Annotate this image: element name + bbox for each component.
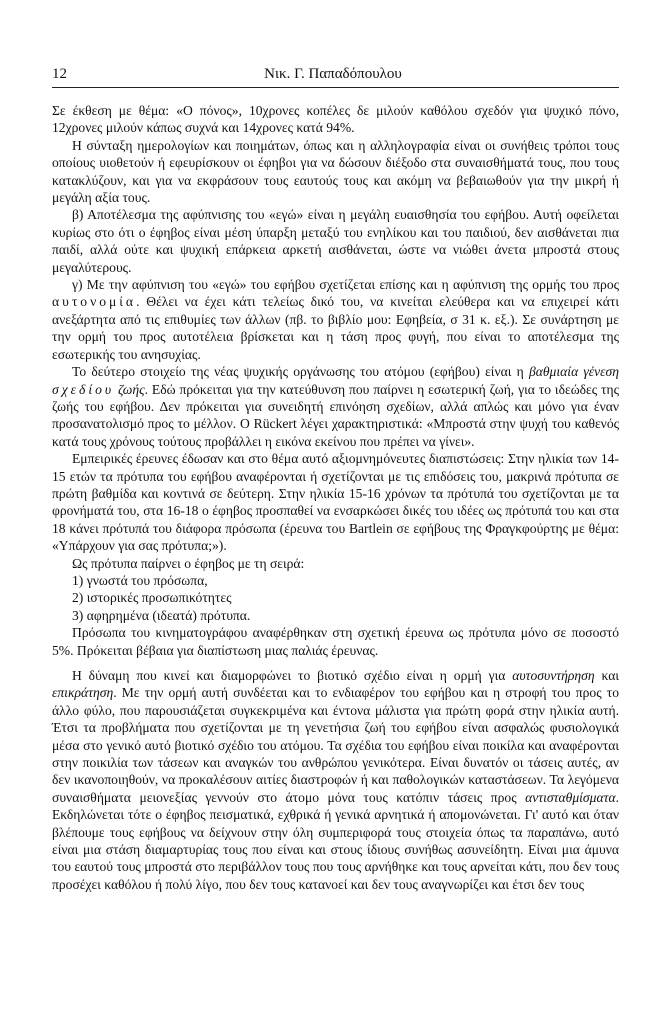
- page-body: [52, 102, 619, 893]
- paragraph-4-text-b: . Θέλει να έχει κάτι τελείως δικό του, να κινείται ελεύθερα και να επιχειρεί κάτι ανεξάρτητα από τις επιθυμίες των άλλων (πβ. το βιβλίο μου: Εφηβεία, σ 31 κ. εξ.). Σε συνάρτηση με την ορμή του προς αυτοτέλεια βρίσκεται και η τάση προς φυγή, που είναι το αποτέλεσμα της εσωτερικής του ανησυχίας.: [52, 294, 619, 362]
- paragraph-7: Ως πρότυπα παίρνει ο έφηβος με τη σειρά:: [72, 555, 305, 571]
- paragraph-5-text-a: Το δεύτερο στοιχείο της νέας ψυχικής οργάνωσης του ατόμου (εφήβου) είναι η: [72, 364, 529, 380]
- page-number: 12: [52, 66, 67, 82]
- paragraph-9-italic-3: αντισταθμίσματα: [525, 789, 616, 805]
- paragraph-9: [52, 667, 619, 893]
- list-item: 1) γνωστά του πρόσωπα,: [72, 572, 208, 588]
- paragraph-5-spaced: σχεδίου: [52, 381, 115, 397]
- paragraph-4-spaced: αυτονομία: [52, 294, 137, 310]
- paragraph-5-italic-2: ζωής: [114, 381, 145, 397]
- list-item: 3) αφηρημένα (ιδεατά) πρότυπα.: [72, 607, 251, 623]
- paragraph-9-text-b: και: [594, 668, 619, 683]
- paragraph-5: [52, 363, 619, 450]
- model-list: [52, 572, 619, 624]
- paragraph-1: Σε έκθεση με θέμα: «Ο πόνος», 10χρονες κοπέλες δε μιλούν καθόλου σχεδόν για ψυχικό πόνο, 12χρονες μιλούν κάπως συχνά και 14χρονες κατά 94%.: [52, 103, 619, 136]
- paragraph-4-text-a: γ) Με την αφύπνιση του «εγώ» του εφήβου σχετίζεται επίσης και η αφύπνιση της ορμής του προς: [72, 277, 619, 293]
- paragraph-8: Πρόσωπα του κινηματογράφου αναφέρθηκαν στη σχετική έρευνα ως πρότυπα μόνο σε ποσοστό 5%. Πρόκειται βέβαια για διαπίστωση μιας παλιάς έρευνας.: [52, 625, 619, 658]
- page-header: [52, 66, 619, 88]
- paragraph-9-text-c: . Με την ορμή αυτή συνδέεται και το ενδιαφέρον του εφήβου και η στροφή του προς το άλλο φύλο, που παρουσιάζεται συγκεκριμένα και έντονα μάλιστα για πρώτη φορά στην ηλικία αυτή. Έτσι τα προβλήματα που σχετίζονται με τη γενετήσια ζωή του εφήβου είναι ασφαλώς φυσιολογικά μέσα στο γενικό αυτό βιοτικό σχέδιο του ατόμου. Τα σχέδια του εφήβου είναι ποικίλα και αναφέρονται στην ποικιλία των τάσεων και αναγκών του ανθρώπου γενικότερα. Είναι δυνατόν οι τάσεις αυτές, αν δεν ικανοποιηθούν, να προκαλέσουν αιτίες διαστροφών ή και παθολογικών καταστάσεων. Τα λεγόμενα συναισθήματα μειονεξίας γεννούν στο άτομο μόνα τους κατόπιν τάσεις προς: [52, 685, 619, 805]
- paragraph-9-text-a: Η δύναμη που κινεί και διαμορφώνει το βιοτικό σχέδιο είναι η ορμή για: [72, 668, 513, 683]
- paragraph-9-italic-2: επικράτηση: [52, 685, 114, 701]
- paragraph-9-text-d: . Εκδηλώνεται τότε ο έφηβος πεισματικά, εχθρικά ή γενικά αρνητικά ή απομονώνεται. Γι' αυτό και όταν βλέπουμε τους εφήβους να δείχνουν στην όλη συμπεριφορά τους στοιχεία όπως τα παραπάνω, αυτό είναι μια στάση διαμαρτυρίας τους που είναι και στους ίδιους συνήθως ασυνείδητη. Είναι μια άμυνα του εαυτού τους μπροστά στο περιβάλλον τους που τους αρνήθηκε και τους αρνείται κάτι, που δεν τους προσέχει καθόλου ή πολύ λίγο, που δεν τους κατανοεί και δεν τους αναγνωρίζει και έτσι δεν τους: [52, 789, 619, 892]
- list-item: 2) ιστορικές προσωπικότητες: [72, 590, 232, 606]
- paragraph-4: [52, 276, 619, 363]
- paragraph-5-italic: βαθμιαία γένεση: [528, 364, 619, 380]
- paragraph-3: β) Αποτέλεσμα της αφύπνισης του «εγώ» είναι η μεγάλη ευαισθησία του εφήβου. Αυτή οφείλεται κυρίως στο ότι ο έφηβος είναι μέση ύπαρξη μεταξύ του ενηλίκου και του παιδιού, δεν αισθάνεται πια παιδί, αλλά ούτε και ψυχική επάρκεια αρκετή αισθάνεται, ώστε να νιώθει άνετα μπροστά στους μεγαλύτερους.: [52, 207, 619, 275]
- paragraph-5-text-b: . Εδώ πρόκειται για την κατεύθυνση που παίρνει η εσωτερική ζωή, για το ιδεώδες της ζωής του εφήβου. Δεν πρόκειται για συνειδητή επινόηση σχεδίων, αλλά απλώς και μόνο για έναν προσανατολισμό προς το μέλλον. Ο Rückert λέγει χαρακτηριστικά: «Μπροστά στην ψυχή του καθενός κατά τους χρόνους τούτους προβάλλει η εικόνα εκείνου που πρέπει να γίνει».: [52, 381, 619, 449]
- paragraph-2: Η σύνταξη ημερολογίων και ποιημάτων, όπως και η αλληλογραφία είναι οι συνήθεις τρόποι τους οποίους υιοθετούν ή εφευρίσκουν οι έφηβοι για να δώσουν διέξοδο στα συναισθήματά τους, που τους κατακλύζουν, και για να εκφράσουν τους εαυτούς τους και ακόμη να βεβαιωθούν για την μικρή ή μεγάλη αξία τους.: [52, 137, 619, 206]
- paragraph-6: Εμπειρικές έρευνες έδωσαν και στο θέμα αυτό αξιομνημόνευτες διαπιστώσεις: Στην ηλικία των 14-15 ετών τα πρότυπα του εφήβου αναφέρονται ή σχετίζονται με τις επιδόσεις του, μακρινά πρότυπα σε πρώτη βαθμίδα και κοντινά σε δεύτερη. Στην ηλικία 15-16 χρόνων τα πρότυπά του σχετίζονται με τα φρονήματά του, στα 16-18 ο έφηβος προσπαθεί να ενσαρκώσει δικές του ιδέες ως πρότυπά του και στα 18 κάνει πρότυπά του διάφορα πρόσωπα (έρευνα του Bartlein σε εφήβους της Φραγκφούρτης με θέμα: «Υπάρχουν για σας πρότυπα;»).: [52, 451, 619, 554]
- paragraph-9-italic-1: αυτοσυντήρηση: [512, 668, 595, 683]
- running-title: Νικ. Γ. Παπαδόπουλου: [264, 66, 402, 82]
